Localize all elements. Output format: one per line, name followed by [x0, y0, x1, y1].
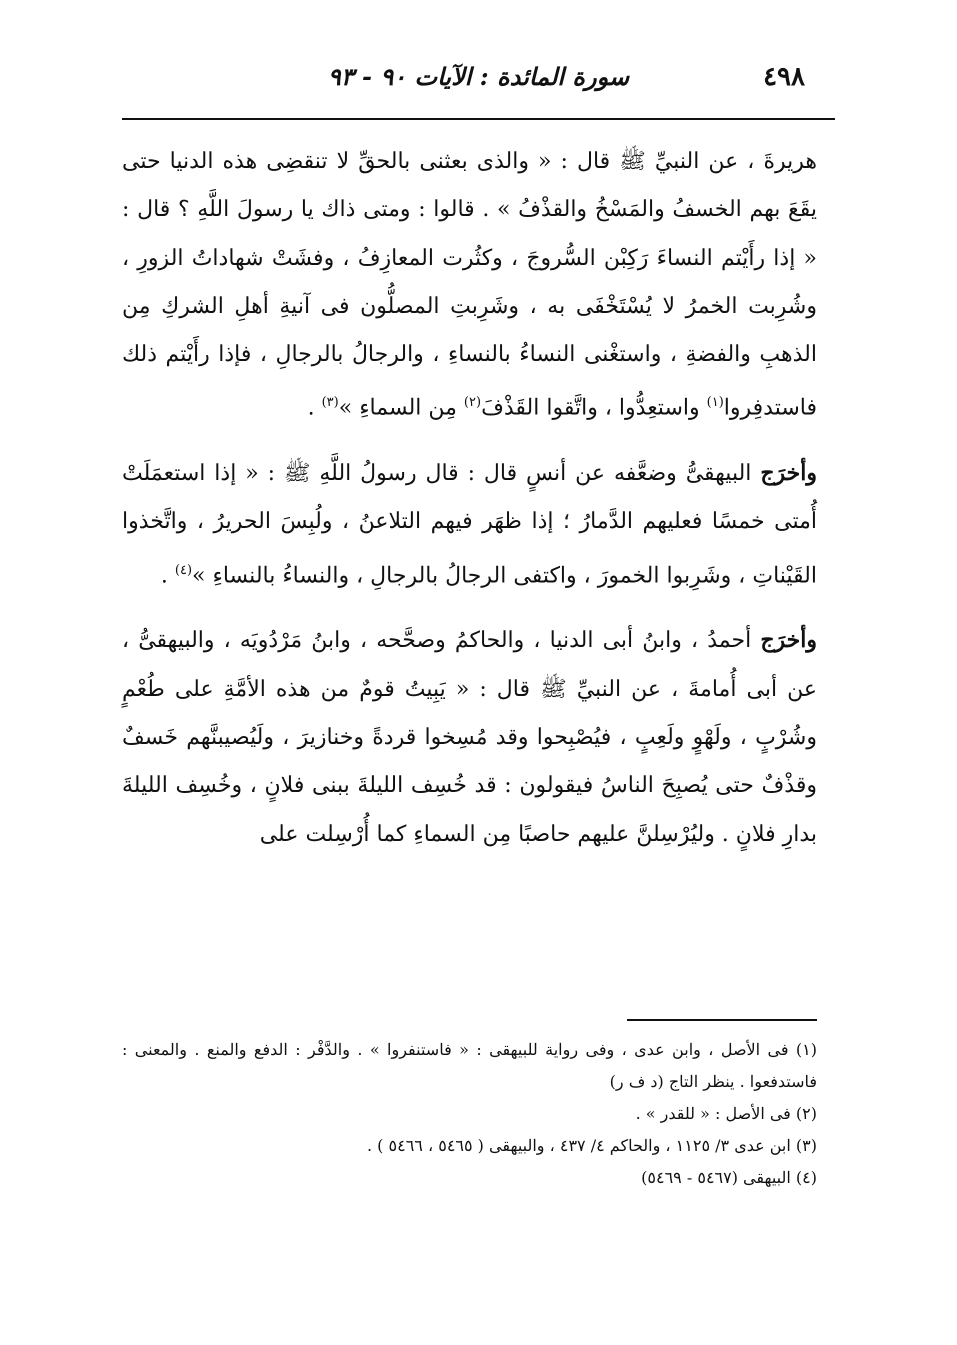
page-header [122, 58, 835, 102]
paragraph-3 [122, 616, 817, 858]
footnote-ref[interactable]: (٢) [463, 395, 482, 411]
header-rule [122, 118, 835, 120]
paragraph-text: البيهقىُّ وضعَّفه عن أنسٍ قال : قال رسولُ اللَّهِ ﷺ : « إذا استعمَلَتْ أُمتى خمسًا فعليهم الدَّمارُ ؛ إذا ظهَر فيهم التلاعنُ ، ولُبِسَ الحريرُ ، واتَّخذوا القَيْناتِ ، وشَرِبوا الخمورَ ، واكتفى الرجالُ بالرجالِ ، والنساءُ بالنساءِ » [122, 461, 817, 589]
paragraph-lead: وأخرَج [760, 460, 817, 487]
paragraph-1 [122, 138, 817, 433]
footnote-ref[interactable]: (٣) [321, 395, 339, 411]
footnote-3: (٣) ابن عدى ٣/ ١١٢٥ ، والحاكم ٤/ ٤٣٧ ، والبيهقى ( ٥٤٦٥ ، ٥٤٦٦ ) . [367, 1136, 817, 1155]
footnote-ref[interactable]: (٤) [174, 562, 193, 578]
paragraph-text: هريرةَ ، عن النبيِّ ﷺ قال : « والذى بعثنى بالحقِّ لا تنقضِى هذه الدنيا حتى يقَعَ بهم الخسفُ والمَسْخُ والقذْفُ » . قالوا : ومتى ذاك يا رسولَ اللَّهِ ؟ قال : « إذا رأَيْتم النساءَ رَكِبْن السُّروجَ ، وكثُرت المعازِفُ ، وفشَتْ شهاداتُ الزورِ ، وشُرِبت الخمرُ لا يُسْتَخْفَى به ، وشَرِبتِ المصلُّون فى آنيةِ أهلِ الشركِ مِن الذهبِ والفضةِ ، واستغْنى النساءُ بالنساءِ ، والرجالُ بالرجالِ ، فإذا رأَيْتم ذلك فاستدفِروا [122, 149, 817, 421]
running-head: سورة المائدة : الآيات ٩٠ - ٩٣ [327, 62, 630, 91]
paragraph-text: مِن السماءِ » [338, 395, 457, 421]
main-text [122, 138, 817, 859]
paragraph-lead: وأخرَج [760, 627, 817, 654]
page-number: ٤٩٨ [763, 62, 805, 92]
footnote-ref[interactable]: (١) [706, 395, 724, 411]
footnote-1: (١) فى الأصل ، وابن عدى ، وفى رواية للبيهقى : « فاستنفروا » . والدَّفْر : الدفع والمنع . والمعنى : فاستدفعوا . ينظر التاج (د ف ر) [122, 1040, 817, 1091]
paragraph-text: أحمدُ ، وابنُ أبى الدنيا ، والحاكمُ وصحَّحه ، وابنُ مَرْدُويَه ، والبيهقىُّ ، عن أبى أُمامةَ ، عن النبيِّ ﷺ قال : « يَبِيتُ قومٌ من هذه الأمَّةِ على طُعْمٍ وشُرْبٍ ، ولَهْوٍ ولَعِبٍ ، فيُصْبِحوا وقد مُسِخوا قردةً وخنازيرَ ، ولَيُصيبنَّهم خَسفٌ وقذْفٌ حتى يُصبِحَ الناسُ فيقولون : قد خُسِف الليلةَ ببنى فلانٍ ، وخُسِف الليلةَ بدارِ فلانٍ . وليُرْسِلنَّ عليهم حاصبًا مِن السماءِ كما أُرْسِلت على [122, 628, 817, 847]
paragraph-2 [122, 449, 817, 600]
paragraph-text: . [307, 395, 315, 421]
paragraph-text: واستعِدُّوا ، واتَّقوا القَذْفَ [481, 395, 700, 421]
footnotes [122, 1034, 817, 1194]
footnote-2: (٢) فى الأصل : « للقدر » . [635, 1104, 817, 1123]
footnote-4: (٤) البيهقى (٥٤٦٧ - ٥٤٦٩) [641, 1168, 817, 1187]
paragraph-text: . [160, 563, 168, 589]
footnote-rule [627, 1019, 817, 1021]
